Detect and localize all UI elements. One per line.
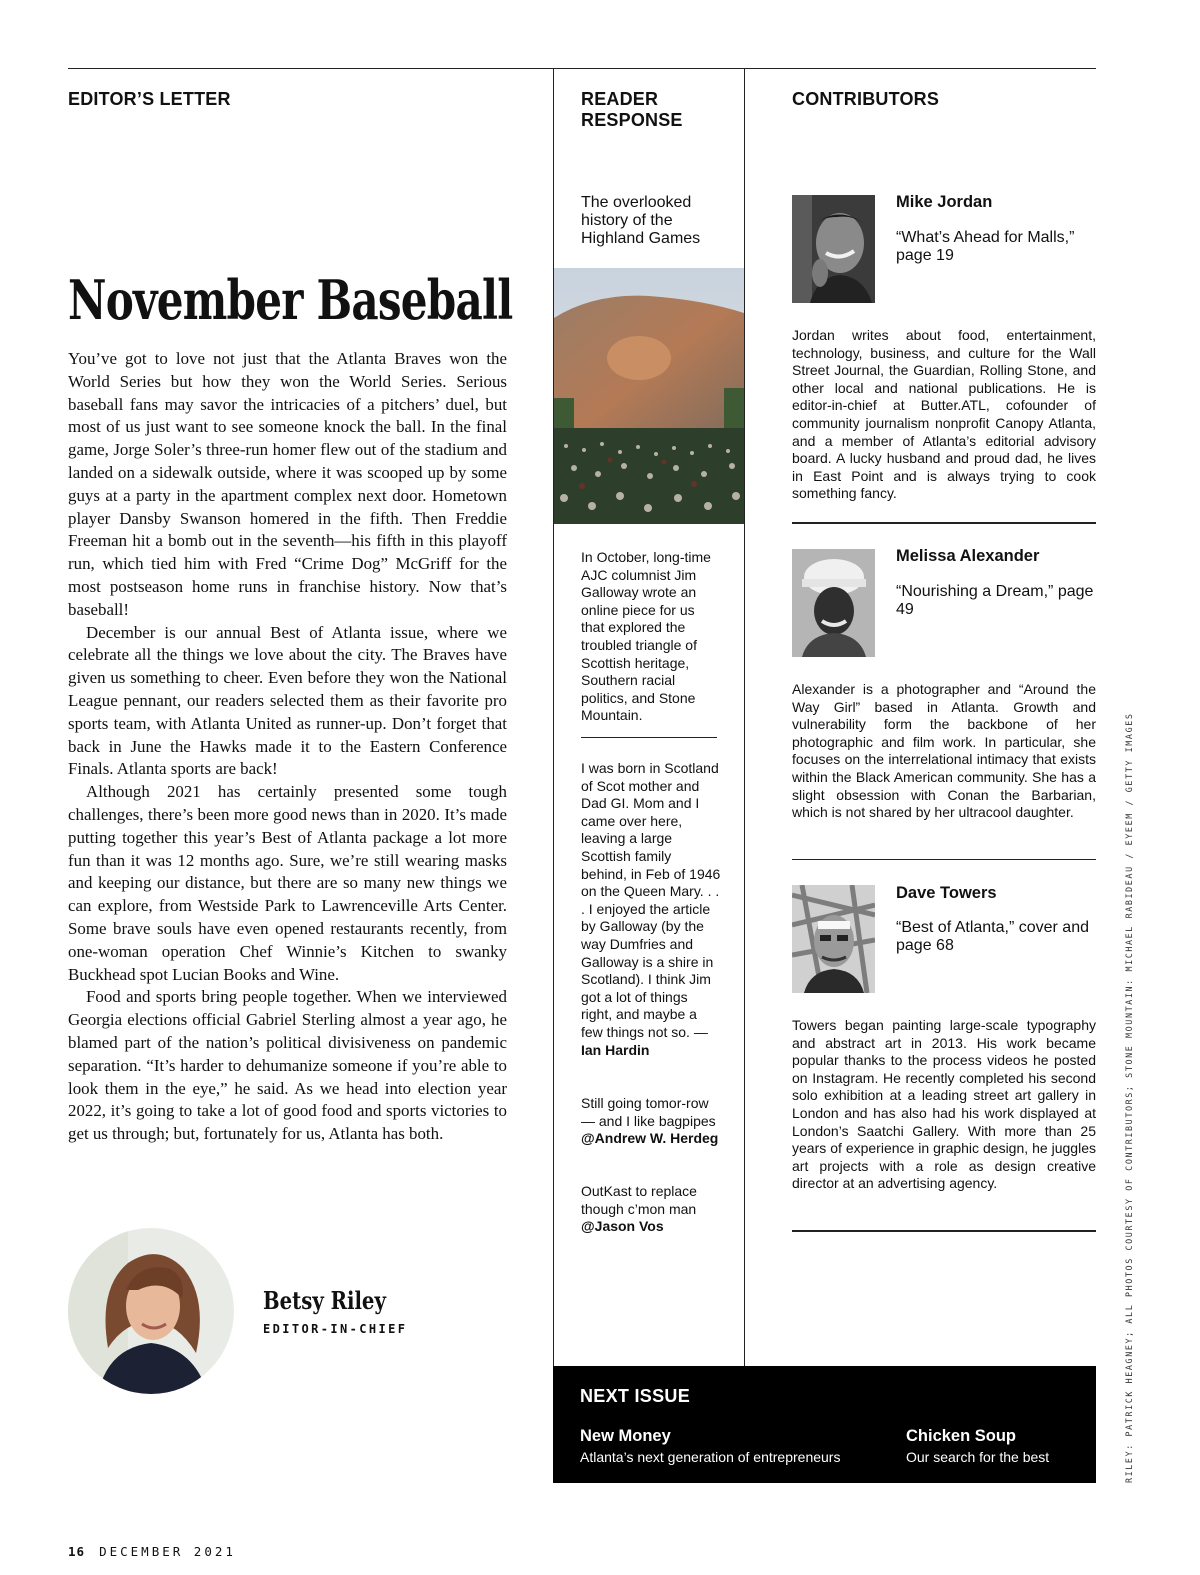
comment-text: I was born in Scotland of Scot mother and Dad GI. Mom and I came over here, leaving a large Scottish family behind, in Feb of 1946 on the Queen Mary. . . . I enjoyed the article by Galloway (by the way Dumfries and Galloway is a shire in Scotland). I think Jim got a lot of things right, and maybe a few things not so. — [581, 760, 721, 1040]
reader-response-divider [581, 737, 717, 738]
contributor-bio: Jordan writes about food, entertainment, technology, business, and culture for the Wall Street Journal, the Guardian, Rolling Stone, and other local and national publications. He is editor-in-chief at Butter.ATL, cofounder of community journalism nonprofit Canopy Atlanta, and a member of Atlanta’s editorial advisory board. A lucky husband and proud dad, he lives in East Point and is always trying to cook something fancy. [792, 327, 1096, 502]
signature-title: EDITOR-IN-CHIEF [263, 1322, 408, 1336]
contributor-divider [792, 1230, 1096, 1232]
reader-response-teaser: The overlooked history of the Highland Games [581, 194, 701, 247]
reader-comment [581, 760, 721, 1059]
contributor-divider [792, 859, 1096, 860]
contributor-photo [792, 549, 875, 657]
letter-paragraph: Food and sports bring people together. When we interviewed Georgia elections official Gabriel Sterling almost a year ago, he blamed part of the nation’s political divisiveness on pandemic separation. “It’s harder to dehumanize someone if you’re able to look them in the eye,” he said. As we head into election year 2022, it’s going to take a lot of good food and sports victories to get us through; but, fortunately for us, Atlanta has both. [68, 987, 507, 1144]
reader-comment [581, 1183, 721, 1236]
comment-text: Still going tomor-row — and I like bagpipes [581, 1095, 716, 1129]
signature-name: Betsy Riley [263, 1286, 386, 1315]
next-issue-label: NEXT ISSUE [580, 1386, 691, 1406]
next-issue-subtitle: Our search for the best [906, 1449, 1050, 1465]
page-title: November Baseball [68, 268, 513, 332]
editors-letter-body [68, 348, 507, 1146]
next-issue-title: Chicken Soup [906, 1427, 1017, 1445]
contributor-photo [792, 885, 875, 993]
next-issue-item [906, 1427, 1049, 1465]
editor-portrait [68, 1228, 234, 1394]
reader-response-intro: In October, long-time AJC columnist Jim Galloway wrote an online piece for us that explored the troubled triangle of Scottish heritage, Southern racial politics, and Stone Mountain. [581, 549, 711, 724]
comment-text: OutKast to replace though c’mon man [581, 1183, 697, 1217]
letter-paragraph: Although 2021 has certainly presented some tough challenges, there’s been more good news than in 2020. It’s made putting together this year’s Best of Atlanta package a lot more fun than it was 12 months ago. Sure, we’re still wearing masks and keeping our distance, but there are so many new things we can explore, from Westside Park to Lawrenceville Arts Center. Some brave souls have even opened restaurants recently, from one-woman operation Chef Winnie’s Kitchen to swanky Buckhead spot Lucian Books and Wine. [68, 782, 507, 984]
reader-comment [581, 1095, 721, 1148]
letter-paragraph: You’ve got to love not just that the Atlanta Braves won the World Series but how they won the World Series. Serious baseball fans may savor the intricacies of a pitchers’ duel, but most of us just want to see someone knock the ball. In the final game, Jorge Soler’s three-run homer flew out of the stadium and landed on a sidewalk outside, where it was scooped up by some guys at a party in the apartment complex next door. Hometown player Dansby Swanson homered in the fifth. Then Freddie Freeman hit a bomb out in the seventh—his fifth in this playoff run, which tied him with Fred “Crime Dog” McGriff for the most postseason home runs in franchise history. Now that’s baseball! [68, 349, 507, 619]
page-footer [68, 1544, 236, 1559]
column-divider-right [744, 68, 745, 1366]
contributor-name: Mike Jordan [896, 193, 993, 211]
contributor-name: Melissa Alexander [896, 547, 1040, 565]
contributor-divider [792, 522, 1096, 524]
page-number: 16 [68, 1544, 86, 1559]
contributor-bio: Alexander is a photographer and “Around the Way Girl” based in Atlanta. Growth and vulnerability form the backbone of her photographic and film work. In particular, she focuses on the interrelational intimacy that exists within the Black American community. She has a slight obsession with Conan the Barbarian, which is not shared by her ultracool daughter. [792, 681, 1096, 821]
photo-credit: RILEY: PATRICK HEAGNEY; ALL PHOTOS COURTESY OF CONTRIBUTORS; STONE MOUNTAIN: MICHAEL RABIDEAU / EYEEM / GETTY IMAGES [1124, 712, 1134, 1483]
comment-author: @Andrew W. Herdeg [581, 1130, 719, 1147]
contributor-photo [792, 195, 875, 303]
next-issue-box [553, 1366, 1096, 1483]
contributor-bio: Towers began painting large-scale typography and abstract art in 2013. His work became popular thanks to the process videos he posted on Instagram. He recently completed his second solo exhibition at a leading street art gallery in London and has also had his work displayed at London’s Saatchi Gallery. With more than 25 years of experience in graphic design, he juggles art projects with a role as design creative director at an advertising agency. [792, 1017, 1096, 1192]
contributor-piece: “Nourishing a Dream,” page 49 [896, 583, 1094, 618]
section-label-reader-response: READER RESPONSE [581, 89, 683, 130]
comment-author: @Jason Vos [581, 1218, 664, 1235]
section-label-editors-letter: EDITOR’S LETTER [68, 89, 231, 109]
next-issue-subtitle: Atlanta’s next generation of entrepreneurs [580, 1449, 841, 1465]
comment-author: Ian Hardin [581, 1041, 650, 1058]
section-label-contributors: CONTRIBUTORS [792, 89, 940, 109]
next-issue-title: New Money [580, 1427, 671, 1445]
issue-date: DECEMBER 2021 [99, 1544, 236, 1559]
stone-mountain-photo [554, 268, 744, 524]
contributor-name: Dave Towers [896, 884, 997, 902]
letter-paragraph: December is our annual Best of Atlanta issue, where we celebrate all the things we love about the city. The Braves have given us something to cheer. Even before they won the National League pennant, our readers selected them as their favorite pro sports team, with Atlanta United as runner-up. Don’t forget that back in June the Hawks made it to the Eastern Conference Finals. Atlanta sports are back! [68, 622, 507, 779]
contributor-piece: “Best of Atlanta,” cover and page 68 [896, 919, 1089, 954]
contributor-piece: “What’s Ahead for Malls,” page 19 [896, 229, 1075, 264]
next-issue-item [580, 1427, 840, 1465]
top-rule [68, 68, 1096, 69]
column-divider-left [553, 68, 554, 1366]
